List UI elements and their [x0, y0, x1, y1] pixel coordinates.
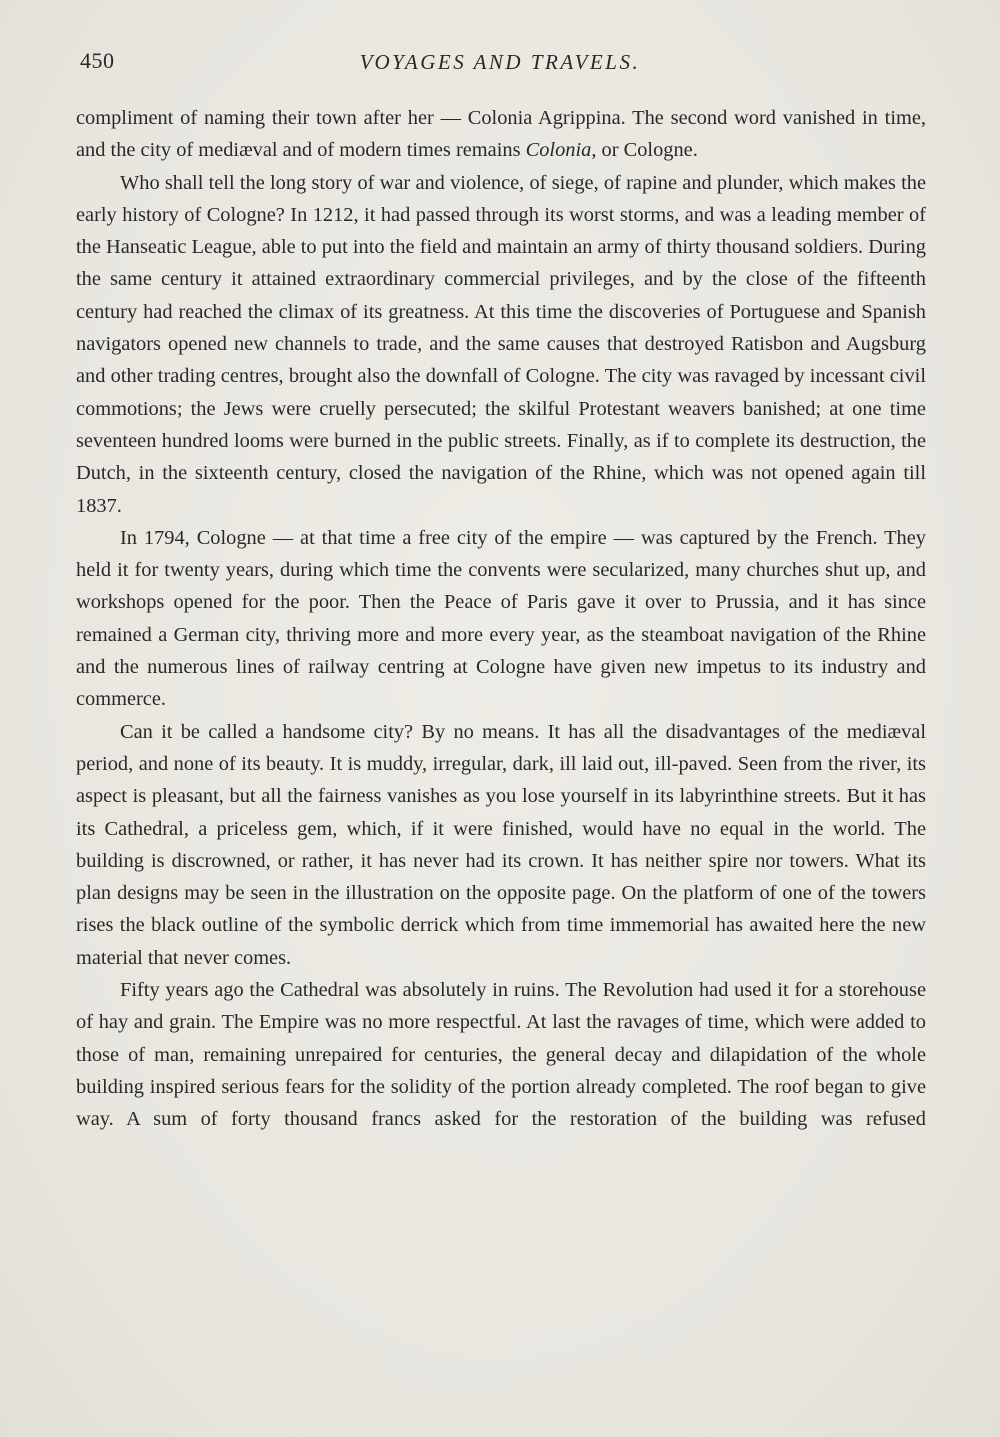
paragraph-1-text: compliment of naming their town after her — Colonia Agrippina. The second word vanished in time, and the city of mediæval and of modern times remains	[76, 107, 926, 162]
paragraph-1	[76, 102, 926, 167]
page-header	[76, 46, 924, 80]
running-title: VOYAGES AND TRAVELS.	[359, 50, 641, 74]
body-text	[76, 102, 926, 1136]
page-number: 450	[80, 48, 115, 73]
paragraph-5: Fifty years ago the Cathedral was absolutely in ruins. The Revolution had used it for a storehouse of hay and grain. The Empire was no more respectful. At last the ravages of time, which were added to those of man, remaining unrepaired for centuries, the general decay and dilapidation of the whole building inspired serious fears for the solidity of the portion already completed. The roof began to give way. A sum of forty thousand francs asked for the restoration of the building was refused	[76, 979, 926, 1131]
paragraph-1-italic: Colonia	[525, 139, 592, 162]
paragraph-4: Can it be called a handsome city? By no means. It has all the disadvantages of the mediæval period, and none of its beauty. It is muddy, irregular, dark, ill laid out, ill-paved. Seen from the river, its aspect is pleasant, but all the fairness vanishes as you lose yourself in its labyrinthine streets. But it has its Cathedral, a priceless gem, which, if it were finished, would have no equal in the world. The building is discrowned, or rather, it has never had its crown. It has neither spire nor towers. What its plan designs may be seen in the illustration on the opposite page. On the platform of one of the towers rises the black outline of the symbolic derrick which from time immemorial has awaited here the new material that never comes.	[76, 720, 926, 969]
paragraph-1-tail: , or Cologne.	[591, 139, 698, 162]
paragraph-2: Who shall tell the long story of war and violence, of siege, of rapine and plunder, which makes the early history of Cologne? In 1212, it had passed through its worst storms, and was a leading member of the Hanseatic League, able to put into the field and maintain an army of thirty thousand soldiers. During the same century it attained extraordinary commercial privileges, and by the close of the fifteenth century had reached the climax of its greatness. At this time the discoveries of Portuguese and Spanish navigators opened new channels to trade, and the same causes that destroyed Ratisbon and Augsburg and other trading centres, brought also the downfall of Cologne. The city was ravaged by incessant civil commotions; the Jews were cruelly persecuted; the skilful Protestant weavers banished; at one time seventeen hundred looms were burned in the public streets. Finally, as if to complete its destruction, the Dutch, in the sixteenth century, closed the navigation of the Rhine, which was not opened again till 1837.	[76, 171, 926, 517]
paragraph-3: In 1794, Cologne — at that time a free city of the empire — was captured by the French. They held it for twenty years, during which time the convents were secularized, many churches shut up, and workshops opened for the poor. Then the Peace of Paris gave it over to Prussia, and it has since remained a German city, thriving more and more every year, as the steamboat navigation of the Rhine and the numerous lines of railway centring at Cologne have given new impetus to its industry and commerce.	[76, 526, 926, 711]
